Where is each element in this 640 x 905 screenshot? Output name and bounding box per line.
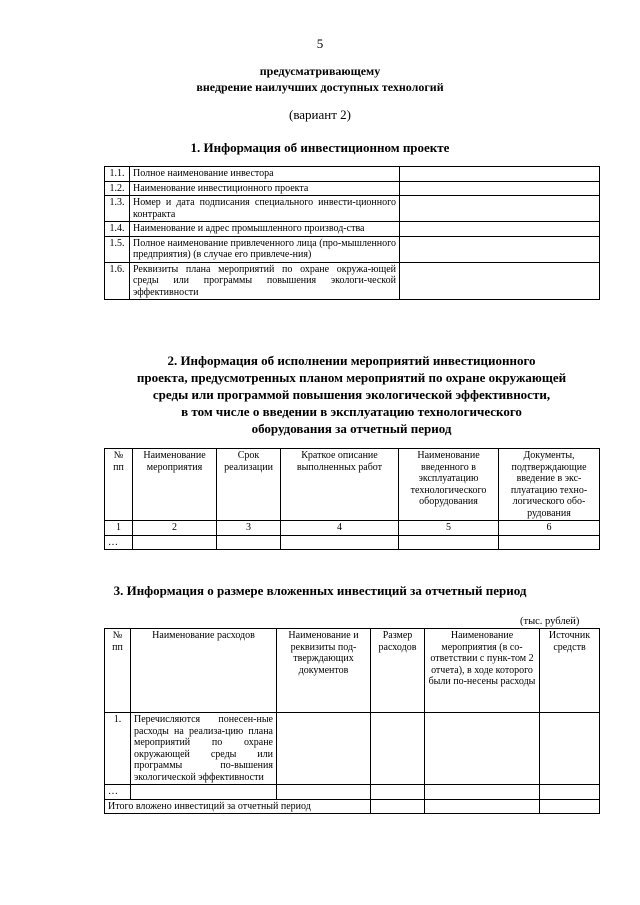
section1-title: 1. Информация об инвестиционном проекте xyxy=(190,140,450,155)
empty-cell[interactable] xyxy=(281,535,399,550)
col-header-activity: Наименование мероприятия (в со-ответствии с пунк-том 2 отчета), в ходе которого были по-несены расходы xyxy=(425,629,540,713)
col-header-source: Источник средств xyxy=(540,629,600,713)
row-value[interactable] xyxy=(400,167,600,182)
col-header-term: Срок реализации xyxy=(217,449,281,521)
row-label: Реквизиты плана мероприятий по охране окружа-ющей среды или программы повышения экологи-ческой эффективности xyxy=(130,262,400,300)
row-number: 1. xyxy=(105,713,131,785)
col-number: 2 xyxy=(133,521,217,536)
empty-cell[interactable] xyxy=(217,535,281,550)
empty-cell[interactable] xyxy=(277,785,371,800)
total-row xyxy=(105,799,600,814)
section2-title-line: оборудования за отчетный период xyxy=(251,421,452,436)
row-value[interactable] xyxy=(400,196,600,222)
table-row xyxy=(105,785,600,800)
col-header-documents: Наименование и реквизиты под-тверждающих документов xyxy=(277,629,371,713)
header-line-1: предусматривающему xyxy=(259,64,381,78)
empty-cell[interactable] xyxy=(425,713,540,785)
col-header-equipment: Наименование введенного в эксплуатацию технологического оборудования xyxy=(399,449,499,521)
row-number: 1.5. xyxy=(105,236,130,262)
col-header-description: Краткое описание выполненных работ xyxy=(281,449,399,521)
row-label: Наименование инвестиционного проекта xyxy=(130,181,400,196)
col-header-number: № пп xyxy=(105,629,131,713)
col-header-expense-name: Наименование расходов xyxy=(131,629,277,713)
total-amount[interactable] xyxy=(371,799,425,814)
row-number: 1.1. xyxy=(105,167,130,182)
row-value[interactable] xyxy=(400,236,600,262)
variant-label: (вариант 2) xyxy=(288,107,351,122)
table-row xyxy=(105,535,600,550)
table-row xyxy=(105,262,600,300)
section2-title-line: в том числе о введении в эксплуатацию технологического xyxy=(181,404,522,419)
empty-cell[interactable] xyxy=(425,799,540,814)
row-number: 1.6. xyxy=(105,262,130,300)
empty-cell[interactable] xyxy=(371,713,425,785)
row-label: Полное наименование привлеченного лица (про-мышленного предприятия) (в случае его привлече-ния) xyxy=(130,236,400,262)
row-number: 1.3. xyxy=(105,196,130,222)
table-row xyxy=(105,222,600,237)
col-header-number: № пп xyxy=(105,449,133,521)
row-label: Номер и дата подписания специального инвести-ционного контракта xyxy=(130,196,400,222)
col-number: 6 xyxy=(499,521,600,536)
col-header-documents: Документы, подтверждающие введение в экс-плуатацию техно-логического обо-рудования xyxy=(499,449,600,521)
activities-table xyxy=(104,448,600,550)
table-row xyxy=(105,236,600,262)
section2-title-line: 2. Информация об исполнении мероприятий инвестиционного xyxy=(167,353,536,368)
empty-cell[interactable] xyxy=(499,535,600,550)
empty-cell[interactable] xyxy=(540,713,600,785)
table-row xyxy=(105,181,600,196)
table-header-row xyxy=(105,449,600,521)
project-info-table xyxy=(104,166,600,300)
col-header-amount: Размер расходов xyxy=(371,629,425,713)
empty-cell[interactable] xyxy=(131,785,277,800)
investments-table xyxy=(104,628,600,814)
table-row xyxy=(105,713,600,785)
row-number: 1.2. xyxy=(105,181,130,196)
col-number: 1 xyxy=(105,521,133,536)
section2-title xyxy=(104,352,599,437)
col-header-activity: Наименование мероприятия xyxy=(133,449,217,521)
row-number: 1.4. xyxy=(105,222,130,237)
col-number: 5 xyxy=(399,521,499,536)
total-label: Итого вложено инвестиций за отчетный период xyxy=(105,799,371,814)
empty-cell[interactable] xyxy=(133,535,217,550)
empty-cell[interactable] xyxy=(399,535,499,550)
ellipsis-cell: … xyxy=(105,535,133,550)
page-number: 5 xyxy=(316,36,324,51)
table-row xyxy=(105,167,600,182)
empty-cell[interactable] xyxy=(277,713,371,785)
col-number: 4 xyxy=(281,521,399,536)
row-value[interactable] xyxy=(400,262,600,300)
row-value[interactable] xyxy=(400,181,600,196)
document-header xyxy=(0,63,640,95)
row-value[interactable] xyxy=(400,222,600,237)
empty-cell[interactable] xyxy=(425,785,540,800)
table-row xyxy=(105,196,600,222)
header-line-2: внедрение наилучших доступных технологий xyxy=(196,80,444,94)
section3-title: 3. Информация о размере вложенных инвестиций за отчетный период xyxy=(113,583,527,598)
empty-cell[interactable] xyxy=(371,785,425,800)
units-label: (тыс. рублей) xyxy=(520,616,580,627)
ellipsis-cell: … xyxy=(105,785,131,800)
empty-cell[interactable] xyxy=(540,785,600,800)
empty-cell[interactable] xyxy=(540,799,600,814)
row-label: Полное наименование инвестора xyxy=(130,167,400,182)
table-header-row xyxy=(105,629,600,713)
col-number: 3 xyxy=(217,521,281,536)
section2-title-line: проекта, предусмотренных планом мероприятий по охране окружающей xyxy=(136,370,567,385)
column-number-row xyxy=(105,521,600,536)
row-label: Наименование и адрес промышленного производ-ства xyxy=(130,222,400,237)
section2-title-line: среды или программой повышения экологической эффективности, xyxy=(152,387,551,402)
expense-description: Перечисляются понесен-ные расходы на реализа-цию плана мероприятий по охране окружающей среды или программы по-вышения экологической эффективности xyxy=(131,713,277,785)
